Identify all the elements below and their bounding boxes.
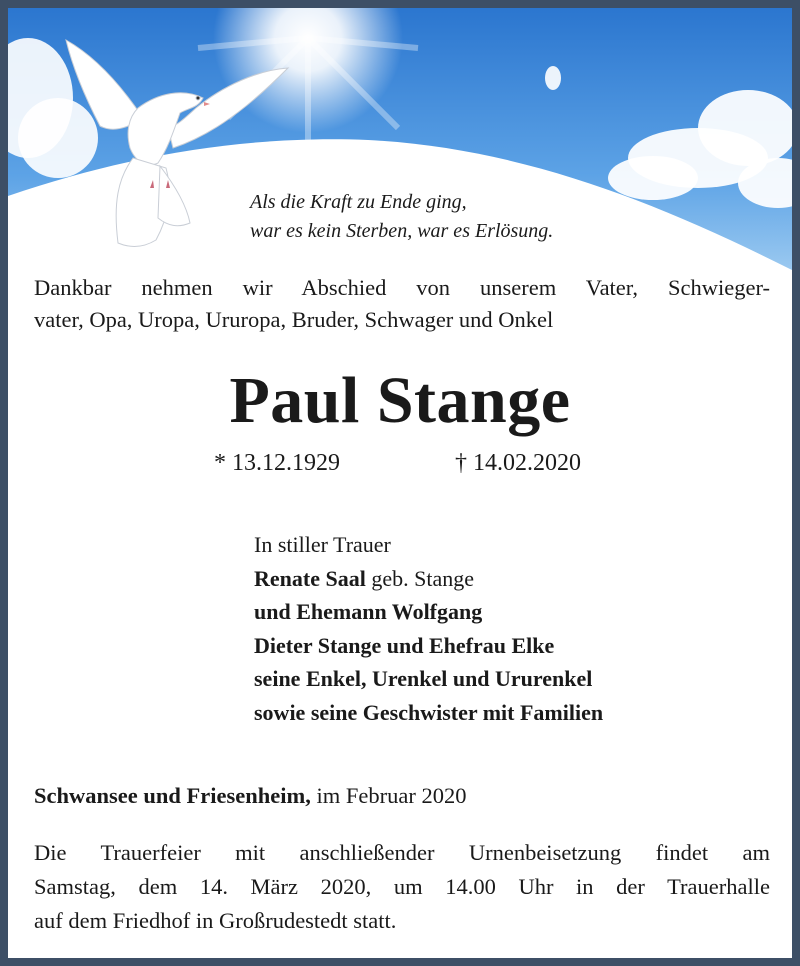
mourner-name: seine Enkel, Urenkel und Ururenkel [254,666,593,691]
farewell-intro [34,272,770,336]
place-names: Schwansee und Friesenheim, [34,783,311,808]
death-date: † 14.02.2020 [455,450,581,476]
mourner-name: Renate Saal [254,565,366,591]
mourner-line [254,629,603,663]
mourner-name: sowie seine Geschwister mit Familien [254,699,604,725]
deceased-name: Paul Stange [229,364,571,437]
notice-line: Samstag, dem 14. März 2020, um 14.00 Uhr in der Trauerhalle [34,874,770,899]
memorial-quote [250,188,553,246]
birth-date: * 13.12.1929 [214,450,340,476]
funeral-notice [34,836,770,938]
notice-line: Die Trauerfeier mit anschließender Urnenbeisetzung findet am [34,840,770,865]
quote-line: Als die Kraft zu Ende ging, [250,191,467,213]
mourner-line [254,562,603,596]
intro-line: Dankbar nehmen wir Abschied von unserem Vater, Schwieger- [34,275,770,300]
mourner-name: Dieter Stange und Ehefrau Elke [254,632,555,658]
notice-line: auf dem Friedhof in Großrudestedt statt. [34,908,397,933]
mourner-line [254,662,603,696]
month-year: im Februar 2020 [310,783,467,808]
mourner-line [254,696,603,730]
mourners-list [254,528,603,729]
quote-line: war es kein Sterben, war es Erlösung. [250,220,554,242]
mourner-line [254,595,603,629]
mourners-heading: In stiller Trauer [254,532,391,557]
place-and-date [34,780,467,812]
mourner-maiden-name: geb. Stange [365,565,474,591]
sky-header-image [8,8,792,288]
intro-line: vater, Opa, Uropa, Ururopa, Bruder, Schwager und Onkel [34,307,554,332]
mourner-name: und Ehemann Wolfgang [254,599,483,624]
